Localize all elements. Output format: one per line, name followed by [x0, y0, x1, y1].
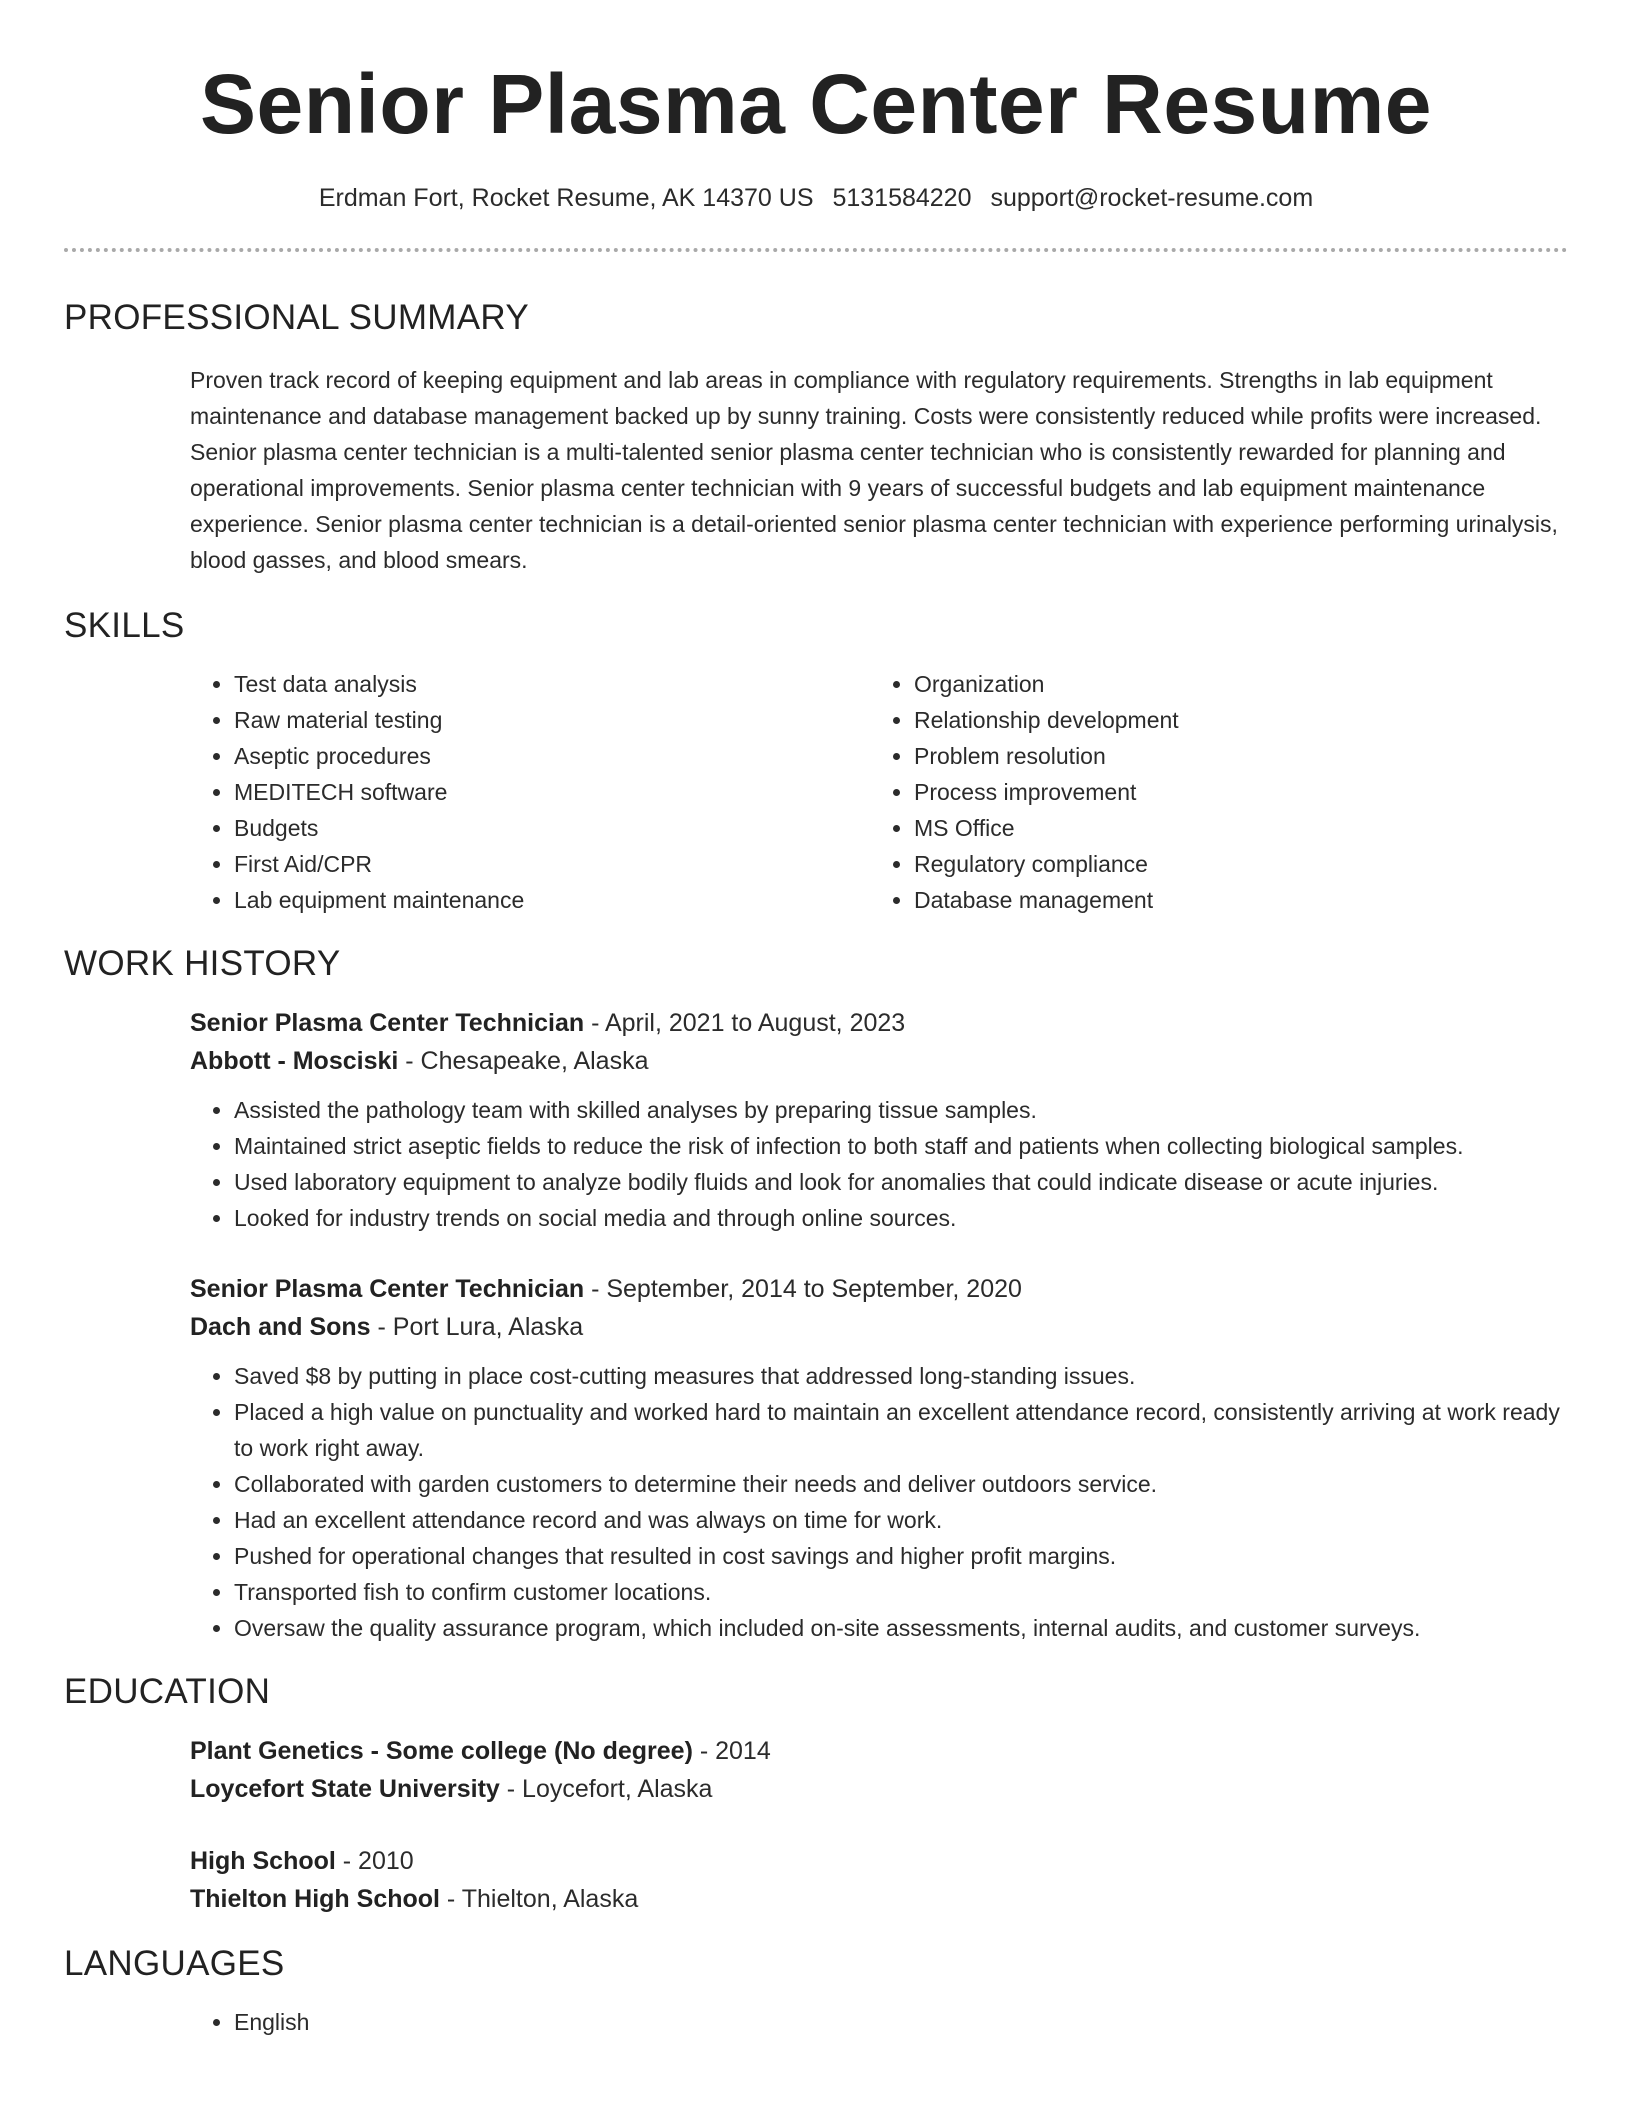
- list-item: • Placed a high value on punctuality and worked hard to maintain an excellent attendance record, consistently arriving at work ready to work right away.: [234, 1394, 1568, 1466]
- list-item: • Raw material testing: [234, 702, 870, 738]
- list-item: • English: [234, 2004, 1568, 2040]
- work-heading: WORK HISTORY: [64, 944, 341, 983]
- education-degree: High School: [190, 1847, 336, 1875]
- job-entry: [190, 1004, 1568, 1236]
- contact-line: [64, 182, 1568, 214]
- education-heading: EDUCATION: [64, 1672, 271, 1711]
- list-item: • Looked for industry trends on social media and through online sources.: [234, 1200, 1568, 1236]
- contact-phone: 5131584220: [832, 184, 972, 212]
- list-item: • Regulatory compliance: [914, 846, 1550, 882]
- contact-email: support@rocket-resume.com: [990, 184, 1314, 212]
- languages-list: [190, 2004, 1568, 2040]
- list-item: • Test data analysis: [234, 666, 870, 702]
- list-item: • Maintained strict aseptic fields to reduce the risk of infection to both staff and patients when collecting biological samples.: [234, 1128, 1568, 1164]
- list-item: • Aseptic procedures: [234, 738, 870, 774]
- work-section: [64, 944, 1568, 1646]
- education-school-line: [190, 1770, 1568, 1808]
- list-item: • Lab equipment maintenance: [234, 882, 870, 918]
- education-school: Thielton High School: [190, 1885, 440, 1913]
- skills-section: [64, 606, 1568, 918]
- education-location: - Thielton, Alaska: [439, 1885, 639, 1913]
- resume-page: [64, 0, 1568, 2040]
- list-item: • Collaborated with garden customers to determine their needs and deliver outdoors service.: [234, 1466, 1568, 1502]
- job-title-line: [190, 1270, 1568, 1308]
- education-section: [64, 1672, 1568, 1918]
- summary-section: [64, 298, 1568, 578]
- job-dates: - April, 2021 to August, 2023: [584, 1009, 906, 1037]
- languages-section: [64, 1944, 1568, 2040]
- job-bullets: [190, 1092, 1568, 1236]
- skills-list-right: [870, 666, 1550, 918]
- job-entry: [190, 1270, 1568, 1646]
- education-degree-line: [190, 1842, 1568, 1880]
- education-degree: Plant Genetics - Some college (No degree): [190, 1737, 693, 1765]
- header-divider: [64, 248, 1568, 252]
- job-company-line: [190, 1308, 1568, 1346]
- job-location: - Port Lura, Alaska: [370, 1313, 584, 1341]
- list-item: • Transported fish to confirm customer locations.: [234, 1574, 1568, 1610]
- education-degree-line: [190, 1732, 1568, 1770]
- list-item: • MEDITECH software: [234, 774, 870, 810]
- education-year: - 2010: [335, 1847, 414, 1875]
- job-company-line: [190, 1042, 1568, 1080]
- list-item: • Problem resolution: [914, 738, 1550, 774]
- job-location: - Chesapeake, Alaska: [398, 1047, 649, 1075]
- list-item: • MS Office: [914, 810, 1550, 846]
- list-item: • Oversaw the quality assurance program, which included on-site assessments, internal audits, and customer surveys.: [234, 1610, 1568, 1646]
- list-item: • Saved $8 by putting in place cost-cutting measures that addressed long-standing issues.: [234, 1358, 1568, 1394]
- job-title-line: [190, 1004, 1568, 1042]
- education-entry: [190, 1732, 1568, 1808]
- list-item: • Process improvement: [914, 774, 1550, 810]
- job-position: Senior Plasma Center Technician: [190, 1009, 585, 1037]
- skills-list-left: [190, 666, 870, 918]
- job-position: Senior Plasma Center Technician: [190, 1275, 585, 1303]
- job-bullets: [190, 1358, 1568, 1646]
- list-item: • Budgets: [234, 810, 870, 846]
- job-dates: - September, 2014 to September, 2020: [584, 1275, 1022, 1303]
- languages-heading: LANGUAGES: [64, 1944, 285, 1983]
- list-item: • Had an excellent attendance record and was always on time for work.: [234, 1502, 1568, 1538]
- job-company: Dach and Sons: [190, 1313, 371, 1341]
- education-location: - Loycefort, Alaska: [499, 1775, 713, 1803]
- resume-title: Senior Plasma Center Resume: [200, 57, 1432, 151]
- summary-heading: PROFESSIONAL SUMMARY: [64, 298, 529, 337]
- list-item: • Organization: [914, 666, 1550, 702]
- skills-heading: SKILLS: [64, 606, 185, 645]
- list-item: • Relationship development: [914, 702, 1550, 738]
- education-school-line: [190, 1880, 1568, 1918]
- education-entry: [190, 1842, 1568, 1918]
- summary-text: Proven track record of keeping equipment and lab areas in compliance with regulatory requirements. Strengths in lab equipment maintenance and database management backed up by sunny training. Costs were consistently reduced while profits were increased. Senior plasma center technician is a multi-talented senior plasma center technician who is consistently rewarded for planning and operational improvements. Senior plasma center technician with 9 years of successful budgets and lab equipment maintenance experience. Senior plasma center technician is a detail-oriented senior plasma center technician with experience performing urinalysis, blood gasses, and blood smears.: [190, 367, 1558, 573]
- list-item: • First Aid/CPR: [234, 846, 870, 882]
- education-school: Loycefort State University: [190, 1775, 500, 1803]
- list-item: • Database management: [914, 882, 1550, 918]
- list-item: • Pushed for operational changes that resulted in cost savings and higher profit margins.: [234, 1538, 1568, 1574]
- list-item: • Used laboratory equipment to analyze bodily fluids and look for anomalies that could indicate disease or acute injuries.: [234, 1164, 1568, 1200]
- list-item: • Assisted the pathology team with skilled analyses by preparing tissue samples.: [234, 1092, 1568, 1128]
- education-year: - 2014: [692, 1737, 771, 1765]
- contact-address: Erdman Fort, Rocket Resume, AK 14370 US: [318, 184, 814, 212]
- job-company: Abbott - Mosciski: [190, 1047, 399, 1075]
